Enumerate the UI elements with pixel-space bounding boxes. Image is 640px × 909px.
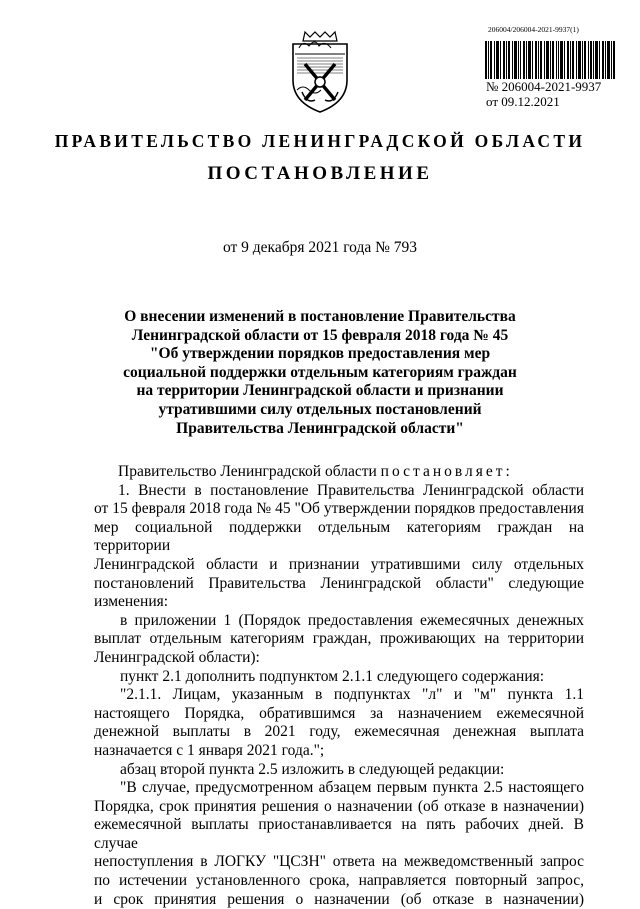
body-line: изменения:	[94, 593, 169, 611]
body-line: по истечении установленного срока, направляется повторный запрос,	[94, 872, 584, 890]
document-type-title: ПОСТАНОВЛЕНИЕ	[207, 163, 433, 184]
coat-of-arms-icon	[285, 28, 355, 114]
registration-date: от 09.12.2021	[486, 94, 560, 109]
resolution-date-number: от 9 декабря 2021 года № 793	[222, 239, 418, 256]
body-line: Ленинградской области и признании утратившими силу отдельных	[94, 555, 584, 573]
resolution-body	[94, 463, 584, 909]
heading-line: социальной поддержки отдельным категориям граждан	[123, 363, 517, 381]
body-line: от 15 февраля 2018 года № 45 "Об утверждении порядков предоставления	[94, 500, 584, 518]
government-name: ПРАВИТЕЛЬСТВО ЛЕНИНГРАДСКОЙ ОБЛАСТИ	[54, 131, 586, 151]
body-line: назначается с 1 января 2021 года.";	[94, 741, 325, 759]
body-line: абзац второй пункта 2.5 изложить в следующей редакции:	[120, 760, 505, 778]
heading-line: на территории Ленинградской области и признании	[136, 382, 504, 400]
intro-verb: постановляет:	[380, 463, 513, 480]
intro-subject: Правительство Ленинградской области	[118, 463, 377, 480]
body-line: денежной выплаты в 2021 году, ежемесячная денежная выплата	[94, 723, 584, 741]
heading-line: Правительства Ленинградской области"	[176, 419, 464, 437]
body-line: ежемесячной выплаты приостанавливается на пять рабочих дней. В случае	[94, 816, 584, 852]
body-line: выплат отдельным категориям граждан, проживающих на территории	[94, 630, 584, 648]
body-line: мер социальной поддержки отдельным категориям граждан на территории	[94, 518, 584, 555]
body-line: пункт 2.1 дополнить подпунктом 2.1.1 следующего содержания:	[120, 667, 545, 685]
body-line: 1. Внести в постановление Правительства Ленинградской области	[118, 481, 584, 499]
heading-line: Ленинградской области от 15 февраля 2018 года № 45	[131, 326, 509, 344]
document-code: 206004/206004-2021-9937(1)	[488, 25, 579, 34]
body-line: "2.1.1. Лицам, указанным в подпунктах "л" и "м" пункта 1.1	[120, 686, 584, 704]
body-line: Порядка, срок принятия решения о назначении (об отказе в назначении)	[94, 797, 584, 815]
resolution-heading	[90, 308, 550, 438]
body-line: и срок принятия решения о назначении (об отказе в назначении)	[94, 890, 584, 908]
barcode-icon	[485, 41, 615, 79]
body-line: непоступления в ЛОГКУ "ЦСЗН" ответа на межведомственный запрос	[94, 853, 584, 871]
body-line: "В случае, предусмотренном абзацем первым пункта 2.5 настоящего	[120, 779, 584, 797]
intro-line	[94, 463, 584, 482]
registration-number: № 206004-2021-9937	[486, 79, 602, 94]
body-line: постановлений Правительства Ленинградской области" следующие	[94, 574, 584, 592]
body-line: настоящего Порядка, обратившимся за назначением ежемесячной	[94, 704, 584, 722]
heading-line: О внесении изменений в постановление Правительства	[124, 308, 516, 325]
heading-line: "Об утверждении порядков предоставления мер	[149, 345, 491, 363]
registration-block	[486, 79, 601, 109]
heading-line: утратившими силу отдельных постановлений	[158, 400, 482, 418]
body-line: Ленинградской области):	[94, 648, 260, 666]
body-line: в приложении 1 (Порядок предоставления ежемесячных денежных	[120, 611, 584, 629]
